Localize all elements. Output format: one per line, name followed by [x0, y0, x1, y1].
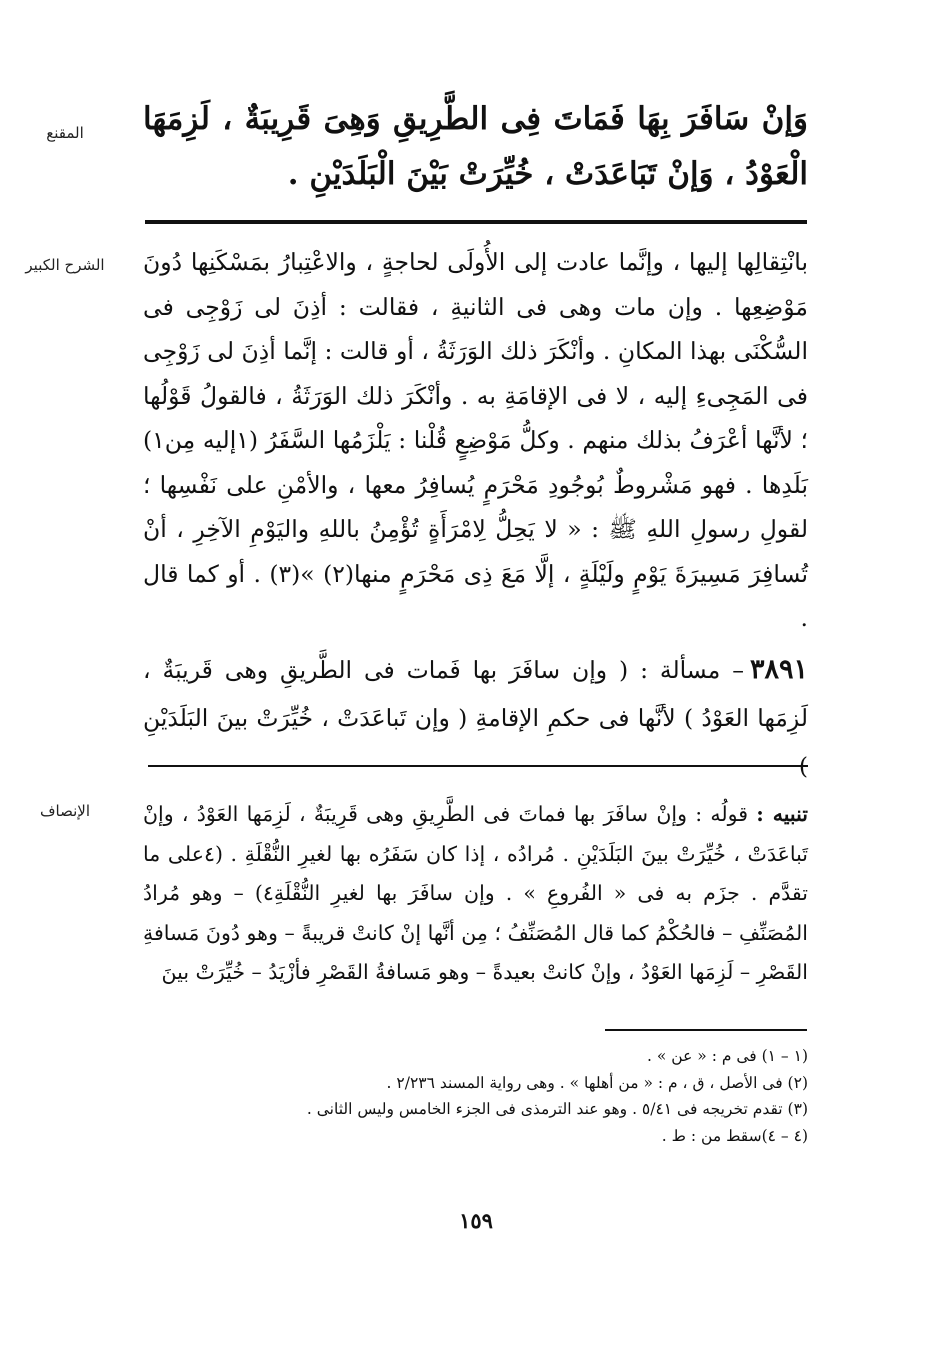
muqni-text-block — [143, 92, 808, 202]
sharh-text-block — [143, 240, 808, 641]
footnote-divider — [605, 1029, 807, 1031]
footnote-4: (٤ – ٤)سقط من : ط . — [661, 1126, 808, 1145]
section-divider-thin — [148, 765, 808, 767]
footnote-1: (١ – ١) فى م : « عن » . — [647, 1047, 808, 1065]
masala-block — [143, 646, 808, 790]
sharh-text: بانْتِقالِها إليها ، وإنَّما عادت إلى الأُولَى لحاجةٍ ، والاعْتِبارُ بمَسْكَنِها دُونَ مَوْضِعِها . وإن مات وهى فى الثانيةِ ، فقالت : أذِنَ لى زَوْجِى فى السُّكْنَى بهذا المكانِ . وأنْكَرَ ذلك الوَرَثَةُ ، أو قالت : إنَّما أذِنَ لى زَوْجِى فى المَجِىءِ إليه ، لا فى الإقامَةِ به . وأنْكَرَ ذلك الوَرَثَةُ ، فالقولُ قَوْلُها ؛ لأنَّها أعْرَفُ بذلك منهم . وكلُّ مَوْضِعٍ قُلْنا : يَلْزَمُها السَّفَرُ (١إليه مِن١) بَلَدِها . فهو مَشْروطٌ بُوجُودِ مَحْرَمٍ يُسافِرُ معها ، والأمْنِ على نَفْسِها ؛ لقولِ رسولِ اللهِ ﷺ : « لا يَحِلُّ لِامْرَأَةٍ تُؤْمِنُ باللهِ واليَوْمِ الآخِرِ ، أنْ تُسافِرَ مَسِيرَةَ يَوْمٍ ولَيْلَةٍ ، إلَّا مَعَ ذِى مَحْرَمٍ منها(٢) »(٣) . أو كما قال . — [142, 248, 808, 632]
footnote-2: (٢) فى الأصل ، ق ، م : « من أهلها » . وهى رواية المسند ٢/٢٣٦ . — [386, 1073, 808, 1092]
label-insaf: الإنصاف — [39, 802, 91, 820]
label-sharh: الشرح الكبير — [25, 256, 105, 274]
footnote-3: (٣) تقدم تخريجه فى ٥/٤١ . وهو عند الترمذى فى الجزء الخامس وليس الثانى . — [306, 1100, 808, 1118]
footnotes — [300, 1043, 808, 1149]
muqni-text: وَإنْ سَافَرَ بِهَا فَمَاتَ فِى الطَّرِيقِ وَهِىَ قَرِيبَةٌ ، لَزِمَهَا الْعَوْدُ ، وَإنْ تَبَاعَدَتْ ، خُيِّرَتْ بَيْنَ الْبَلَدَيْنِ . — [143, 101, 808, 192]
label-muqni: المقنع — [46, 124, 84, 142]
masala-text: – مسألة : ( وإن سافَرَ بها فَمات فى الطَّريقِ وهى قَريبَةٌ ، لَزِمَها العَوْدُ ) لأنَّها فى حكمِ الإقامةِ ( وإن تَباعَدَتْ ، خُيِّرَتْ بينَ البَلَدَيْنِ — [143, 656, 808, 732]
page-number: ١٥٩ — [459, 1208, 493, 1233]
section-divider-thick — [145, 220, 807, 224]
insaf-text: قولُه : وإنْ سافَرَ بها فماتَ فى الطَّرِيقِ وهى قَرِيبَةٌ ، لَزِمَها العَوْدُ ، وإنْ تَباعَدَتْ ، خُيِّرَتْ بينَ البَلَدَيْنِ . مُرادُه ، إذا كان سَفَرُه بها لغيرِ النُّقْلَةِ . (٤على ما تقدَّم . جزَم به فى « الفُروعِ » . وإن سافَرَ بها لغيرِ النُّقْلَةِ٤) – وهو مُرادُ المُصَنِّفِ – فالحُكْمُ كما قال المُصَنِّفُ ؛ مِن أنَّها إنْ كانتْ قريبةً – وهو دُونَ مَسافةِ القَصْرِ – لَزِمَها العَوْدُ ، وإنْ كانتْ بعيدةً – وهو مَسافةُ القَصْرِ فأزْيَدُ – خُيِّرَتْ بينَ — [143, 802, 808, 984]
insaf-lead: تنبيه : — [756, 802, 808, 826]
masala-paragraph — [143, 646, 808, 790]
insaf-paragraph — [143, 795, 808, 993]
insaf-text-block — [143, 795, 808, 993]
masala-number: ٣٨٩١ — [749, 654, 808, 685]
